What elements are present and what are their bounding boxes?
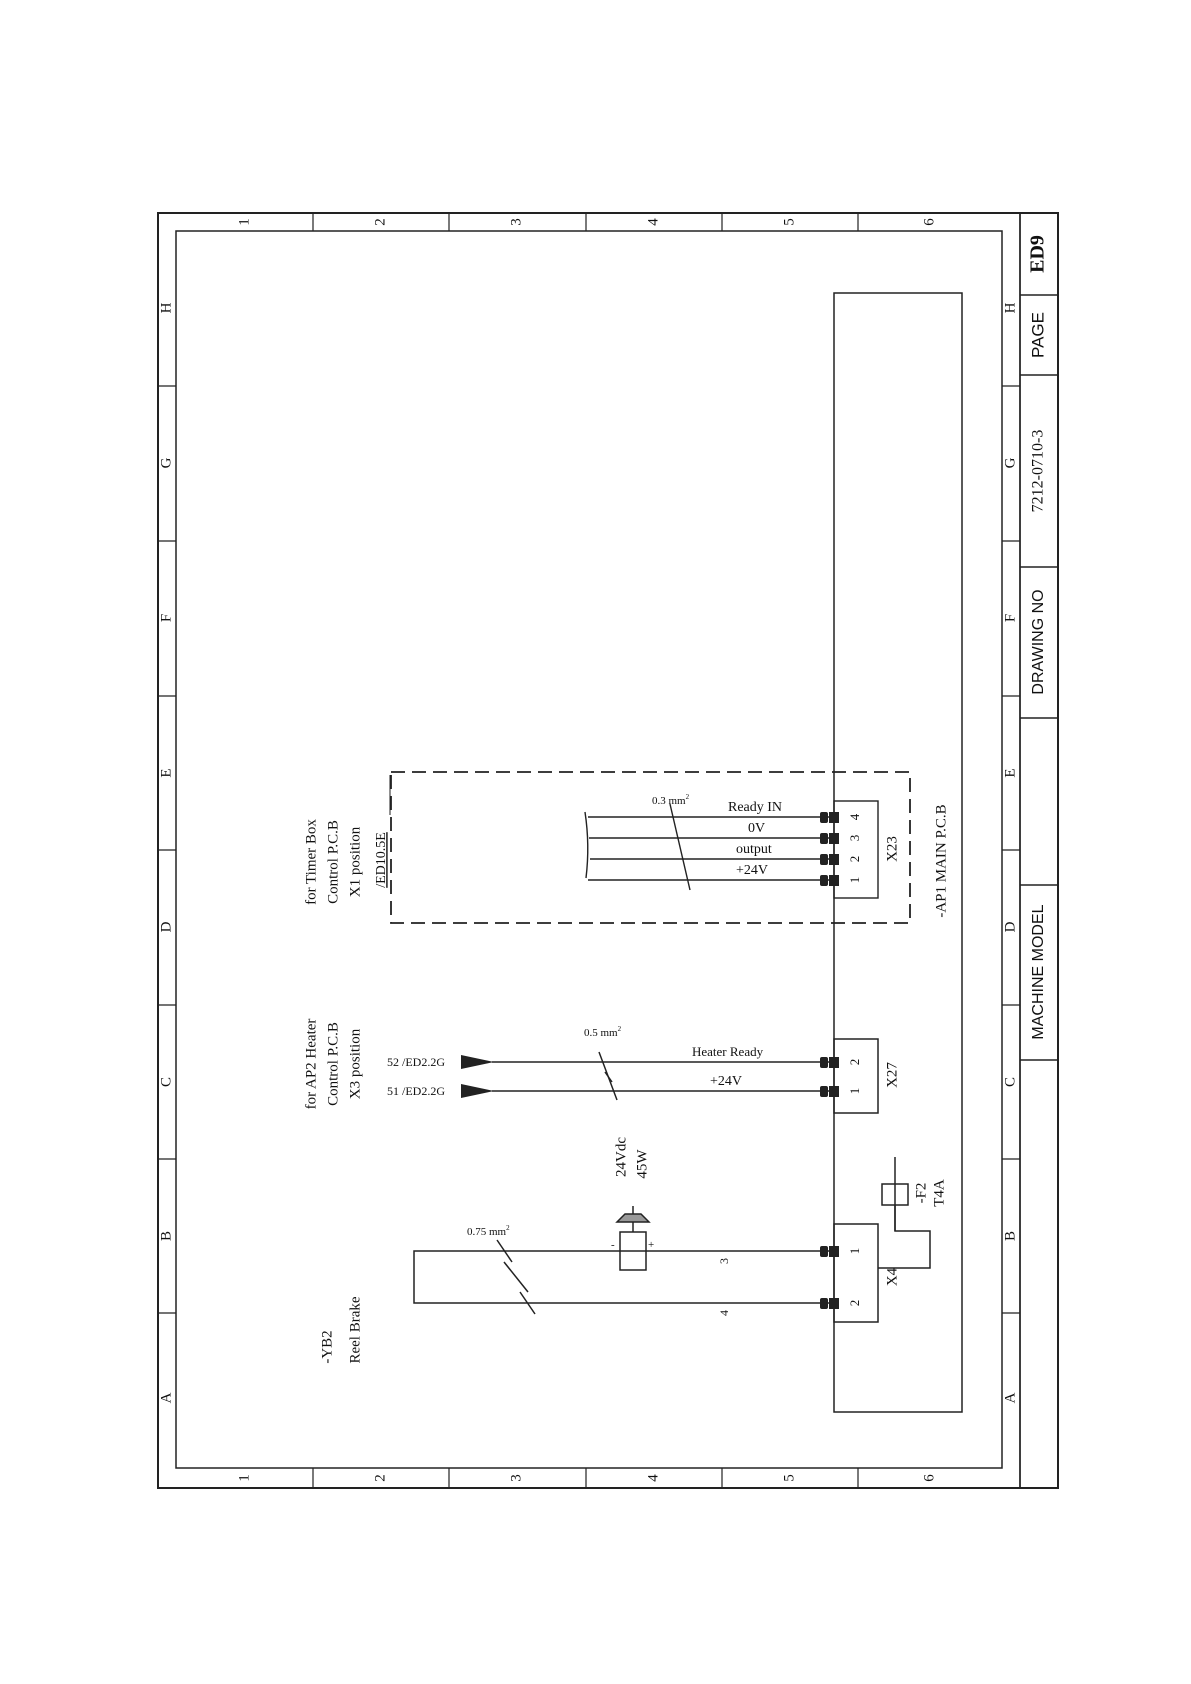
- row-label-left-F: F: [158, 613, 175, 623]
- reel-brake-rating-voltage: 24Vdc: [613, 1137, 630, 1177]
- reel-brake-wire-number-4: 4: [716, 1310, 731, 1316]
- row-label-left-E: E: [158, 768, 175, 778]
- heater-wire-size-value: 0.5 mm: [584, 1027, 618, 1039]
- reel-brake-wire-size-exp: 2: [506, 1224, 510, 1232]
- row-label-left-H: H: [158, 302, 175, 314]
- x4-pin-2: 2: [846, 1299, 862, 1307]
- heater-wire-size: [584, 1025, 622, 1039]
- x4-terminals: [820, 1246, 839, 1309]
- heater-target-line1: for AP2 Heater: [303, 1018, 320, 1110]
- timer-signal-24v: +24V: [736, 863, 769, 878]
- column-label-bottom-5: 5: [781, 1474, 798, 1482]
- column-label-top-1: 1: [236, 218, 253, 226]
- x23-terminals: [820, 812, 839, 886]
- column-label-top-4: 4: [645, 218, 662, 226]
- row-label-right-C: C: [1002, 1076, 1019, 1088]
- page-label: PAGE: [1028, 312, 1048, 358]
- x23-pin-2: 2: [846, 855, 862, 863]
- row-label-left-A: A: [158, 1392, 175, 1404]
- fuse-tag: -F2: [913, 1182, 930, 1204]
- column-label-top-2: 2: [372, 218, 389, 226]
- row-label-right-G: G: [1002, 457, 1019, 469]
- reel-brake-tag: -YB2: [319, 1330, 336, 1364]
- title-block: [1020, 213, 1058, 1488]
- x27-pin-1: 1: [846, 1087, 862, 1095]
- timer-target-line2: Control P.C.B: [325, 820, 342, 904]
- row-label-left-B: B: [158, 1230, 175, 1242]
- frame-column-labels: [236, 218, 937, 1482]
- column-label-bottom-2: 2: [372, 1474, 389, 1482]
- timer-circuit: [303, 772, 910, 923]
- page-number: ED9: [1026, 235, 1049, 273]
- reel-brake-diode: [617, 1206, 649, 1270]
- timer-wire-size-value: 0.3 mm: [652, 795, 686, 807]
- row-label-right-D: D: [1002, 921, 1019, 933]
- drawing-number-label: DRAWING NO: [1030, 589, 1048, 695]
- x23-pin-1: 1: [846, 876, 862, 884]
- timer-wire-size: [652, 793, 690, 807]
- timer-signal-ready-in: Ready IN: [728, 800, 783, 815]
- timer-signal-0v: 0V: [748, 821, 766, 836]
- timer-wire-size-exp: 2: [685, 793, 690, 801]
- main-pcb-label: -AP1 MAIN P.C.B: [933, 804, 950, 918]
- reel-brake-wire-size: [467, 1224, 510, 1238]
- column-label-bottom-4: 4: [645, 1474, 662, 1482]
- reel-brake-diode-plus: +: [648, 1239, 655, 1251]
- column-label-bottom-1: 1: [236, 1474, 253, 1482]
- timer-dashed-enclosure: [391, 772, 910, 923]
- heater-arrowheads: [461, 1055, 494, 1098]
- heater-ref-lower: 51 /ED2.2G: [387, 1084, 445, 1098]
- heater-ref-upper: 52 /ED2.2G: [387, 1055, 445, 1069]
- fuse-rating: T4A: [931, 1179, 948, 1207]
- heater-target-line2: Control P.C.B: [325, 1022, 342, 1106]
- row-label-right-H: H: [1002, 302, 1019, 314]
- x23-pin-3: 3: [846, 834, 862, 842]
- x23-pin-4: 4: [846, 813, 862, 821]
- row-label-right-F: F: [1002, 613, 1019, 623]
- row-label-left-G: G: [158, 457, 175, 469]
- timer-signal-output: output: [736, 842, 772, 857]
- reel-brake-diode-minus: -: [611, 1239, 615, 1251]
- column-label-top-5: 5: [781, 218, 798, 226]
- heater-signal-ready: Heater Ready: [692, 1044, 764, 1059]
- row-label-left-C: C: [158, 1076, 175, 1088]
- reel-brake-rating-power: 45W: [634, 1149, 651, 1179]
- timer-target-line3: X1 position: [347, 826, 364, 898]
- reel-brake-circuit: [319, 1137, 947, 1364]
- heater-signal-24v: +24V: [710, 1074, 743, 1089]
- heater-target-line3: X3 position: [347, 1028, 364, 1100]
- drawing-frame: [158, 213, 1058, 1488]
- reel-brake-name: Reel Brake: [347, 1296, 364, 1364]
- machine-model-label: MACHINE MODEL: [1030, 904, 1048, 1040]
- heater-wire-size-exp: 2: [617, 1025, 622, 1033]
- x4-pin-1: 1: [846, 1247, 862, 1255]
- column-label-bottom-6: 6: [921, 1474, 938, 1482]
- x27-pin-2: 2: [846, 1058, 862, 1066]
- column-label-top-6: 6: [921, 218, 938, 226]
- reel-brake-wire-number-3: 3: [716, 1258, 731, 1264]
- timer-ref: /ED10.5E: [374, 832, 390, 888]
- row-label-right-A: A: [1002, 1392, 1019, 1404]
- column-label-bottom-3: 3: [508, 1474, 525, 1482]
- column-label-top-3: 3: [508, 218, 525, 226]
- x23-connector-label: X23: [884, 836, 901, 862]
- x27-terminals: [820, 1057, 839, 1097]
- timer-target-line1: for Timer Box: [303, 819, 320, 905]
- heater-circuit: [303, 1019, 900, 1113]
- row-label-right-B: B: [1002, 1230, 1019, 1242]
- reel-brake-wire-size-value: 0.75 mm: [467, 1226, 507, 1238]
- row-label-left-D: D: [158, 921, 175, 933]
- row-label-right-E: E: [1002, 768, 1019, 778]
- x27-connector-label: X27: [884, 1062, 901, 1088]
- x4-connector-label: X4: [884, 1267, 901, 1287]
- drawing-number: 7212-0710-3: [1029, 429, 1047, 513]
